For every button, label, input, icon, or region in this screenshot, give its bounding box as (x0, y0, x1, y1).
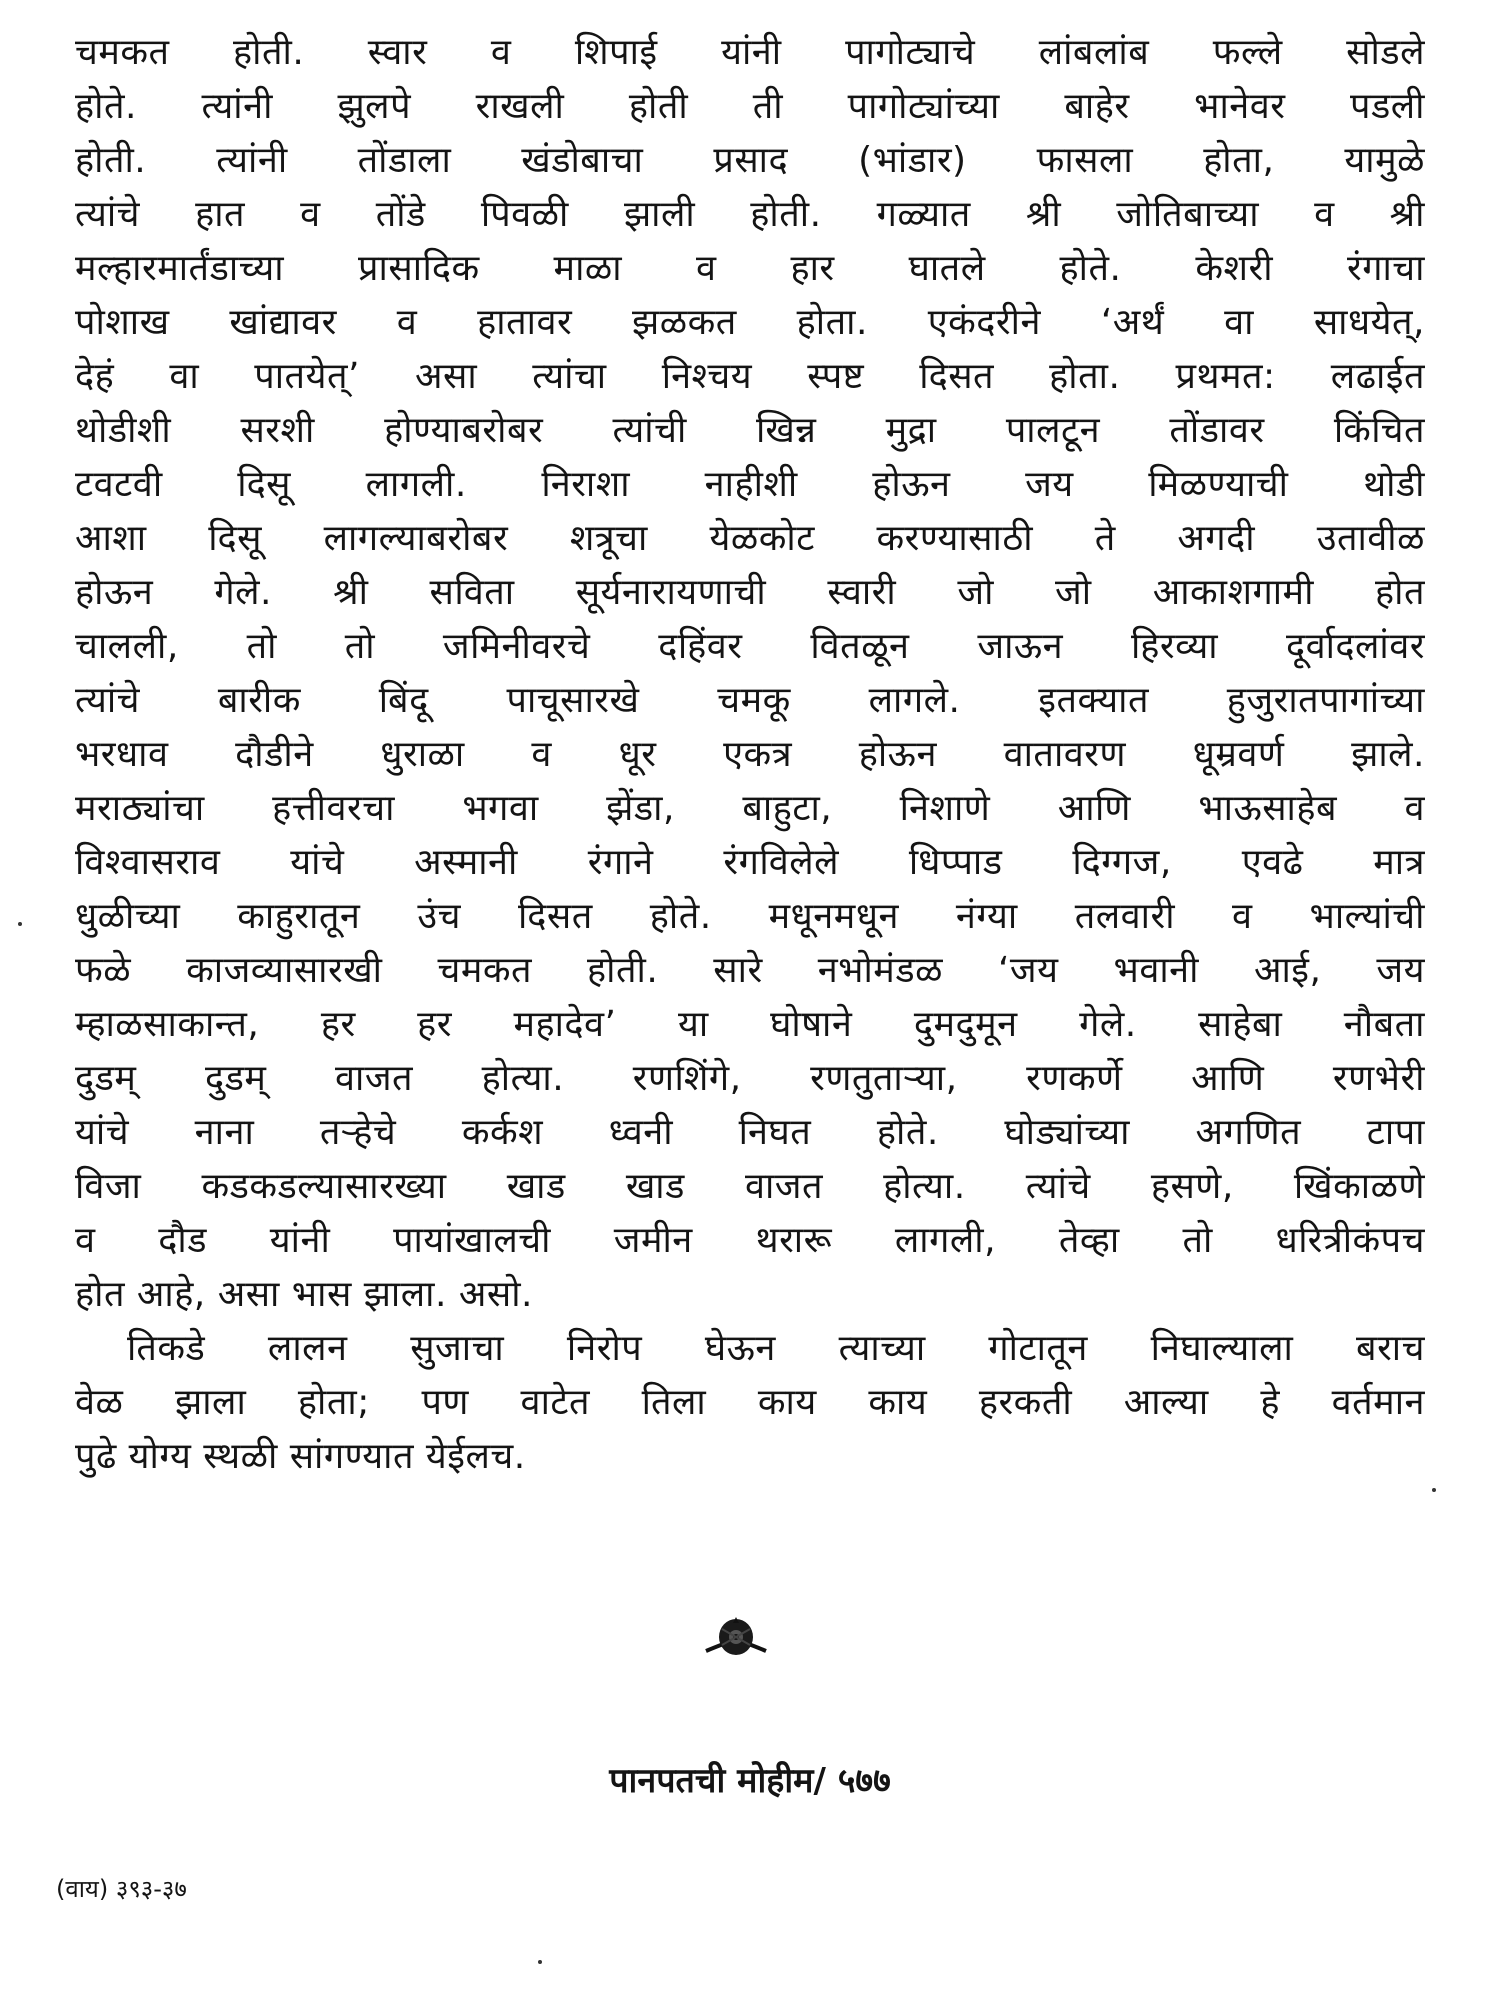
text-line: पुढे योग्य स्थळी सांगण्यात येईलच. (75, 1436, 526, 1477)
text-line: भरधाव दौडीने धुराळा व धूर एकत्र होऊन वातावरण धूम्रवर्ण झाले. (75, 734, 1425, 775)
text-line: फळे काजव्यासारखी चमकत होती. सारे नभोमंडळ ‘जय भवानी आई, जय (75, 950, 1425, 991)
text-line: चमकत होती. स्वार व शिपाई यांनी पागोट्याचे लांबलांब फल्ले सोडले (75, 32, 1425, 73)
text-line: वेळ झाला होता; पण वाटेत तिला काय काय हरकती आल्या हे वर्तमान (75, 1382, 1425, 1423)
text-line: चालली, तो तो जमिनीवरचे दहिंवर वितळून जाऊन हिरव्या दूर्वादलांवर (75, 626, 1425, 667)
printer-code: (वाय) ३९३-३७ (56, 1875, 187, 1903)
text-line: विजा कडकडल्यासारख्या खाड खाड वाजत होत्या. त्यांचे हसणे, खिंकाळणे (75, 1166, 1425, 1207)
text-line: होते. त्यांनी झुलपे राखली होती ती पागोट्यांच्या बाहेर भानेवर पडली (75, 86, 1425, 127)
text-line: होत आहे, असा भास झाला. असो. (75, 1274, 533, 1315)
ornament-icon (702, 1611, 770, 1663)
text-line: म्हाळसाकान्त, हर हर महादेव’ या घोषाने दुमदुमून गेले. साहेबा नौबता (75, 1004, 1425, 1045)
text-line: धुळीच्या काहुरातून उंच दिसत होते. मधूनमधून नंग्या तलवारी व भाल्यांची (75, 896, 1425, 937)
print-speck (18, 922, 22, 926)
text-line: होती. त्यांनी तोंडाला खंडोबाचा प्रसाद (भांडार) फासला होता, यामुळे (75, 140, 1425, 181)
text-line: देहं वा पातयेत्’ असा त्यांचा निश्चय स्पष्ट दिसत होता. प्रथमत: लढाईत (75, 356, 1425, 397)
text-line: पोशाख खांद्यावर व हातावर झळकत होता. एकंदरीने ‘अर्थं वा साधयेत्, (75, 302, 1425, 343)
paragraph-1 (75, 26, 1425, 1322)
text-line: त्यांचे हात व तोंडे पिवळी झाली होती. गळ्यात श्री जोतिबाच्या व श्री (75, 194, 1425, 235)
text-line: थोडीशी सरशी होण्याबरोबर त्यांची खिन्न मुद्रा पालटून तोंडावर किंचित (75, 410, 1425, 451)
text-line: मल्हारमार्तंडाच्या प्रासादिक माळा व हार घातले होते. केशरी रंगाचा (75, 248, 1425, 289)
paragraph-2 (75, 1322, 1425, 1484)
text-line: होऊन गेले. श्री सविता सूर्यनारायणाची स्वारी जो जो आकाशगामी होत (75, 572, 1425, 613)
text-line: यांचे नाना तऱ्हेचे कर्कश ध्वनी निघत होते. घोड्यांच्या अगणित टापा (75, 1112, 1425, 1153)
text-line: विश्वासराव यांचे अस्मानी रंगाने रंगविलेले धिप्पाड दिग्गज, एवढे मात्र (75, 842, 1425, 883)
text-line: मराठ्यांचा हत्तीवरचा भगवा झेंडा, बाहुटा, निशाणे आणि भाऊसाहेब व (75, 788, 1425, 829)
text-line: आशा दिसू लागल्याबरोबर शत्रूचा येळकोट करण्यासाठी ते अगदी उतावीळ (75, 518, 1425, 559)
print-speck (538, 1960, 542, 1964)
text-line: टवटवी दिसू लागली. निराशा नाहीशी होऊन जय मिळण्याची थोडी (75, 464, 1425, 505)
text-line: व दौड यांनी पायांखालची जमीन थरारू लागली, तेव्हा तो धरित्रीकंपच (75, 1220, 1425, 1261)
text-line: दुडम् दुडम् वाजत होत्या. रणशिंगे, रणतुताऱ्या, रणकर्णे आणि रणभेरी (75, 1058, 1425, 1099)
print-speck (1432, 1488, 1436, 1492)
text-line: तिकडे लालन सुजाचा निरोप घेऊन त्याच्या गोटातून निघाल्याला बराच (127, 1328, 1425, 1369)
footer-title: पानपतची मोहीम/ ५७७ (609, 1761, 891, 1801)
text-line: त्यांचे बारीक बिंदू पाचूसारखे चमकू लागले. इतक्यात हुजुरातपागांच्या (75, 680, 1425, 721)
body-text (75, 26, 1425, 1484)
